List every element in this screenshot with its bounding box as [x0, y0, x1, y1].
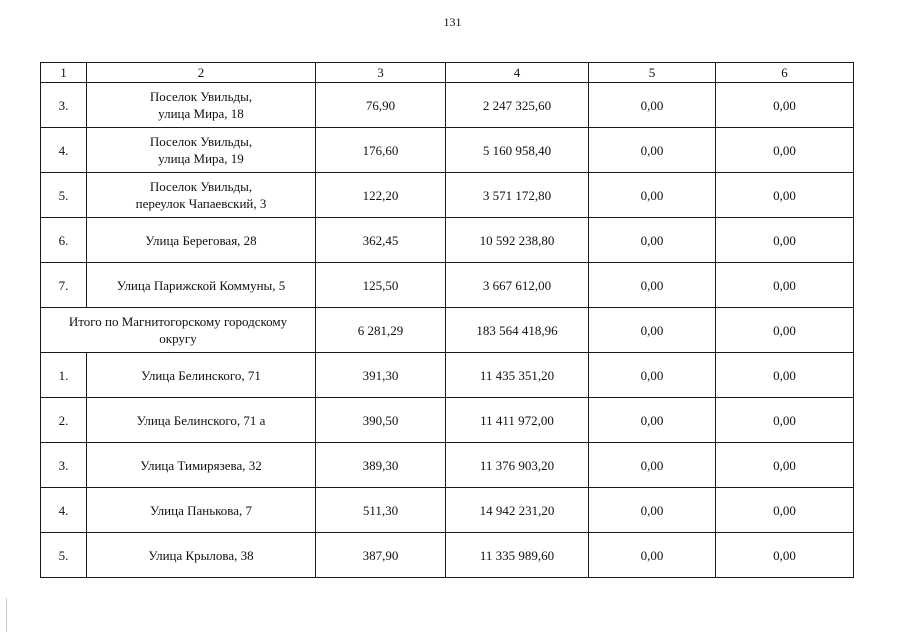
column-number-5: 5	[589, 63, 716, 83]
amount-cell: 2 247 325,60	[446, 83, 589, 128]
value-col6-cell: 0,00	[716, 308, 854, 353]
address-cell	[87, 488, 316, 533]
value-col5-cell: 0,00	[589, 128, 716, 173]
value-col5-cell: 0,00	[589, 218, 716, 263]
row-number-cell: 7.	[41, 263, 87, 308]
area-cell: 511,30	[316, 488, 446, 533]
address-cell	[87, 83, 316, 128]
table-row	[41, 263, 854, 308]
amount-cell: 14 942 231,20	[446, 488, 589, 533]
address-line: Поселок Увильды,	[149, 89, 253, 104]
table-total-row	[41, 308, 854, 353]
address-cell	[87, 218, 316, 263]
row-number-cell: 1.	[41, 353, 87, 398]
column-number-6: 6	[716, 63, 854, 83]
address-cell	[87, 353, 316, 398]
value-col5-cell: 0,00	[589, 83, 716, 128]
address-line: Улица Парижской Коммуны, 5	[116, 277, 286, 293]
value-col5-cell: 0,00	[589, 353, 716, 398]
amount-cell: 183 564 418,96	[446, 308, 589, 353]
amount-cell: 3 667 612,00	[446, 263, 589, 308]
value-col5-cell: 0,00	[589, 443, 716, 488]
area-cell: 387,90	[316, 533, 446, 578]
value-col6-cell: 0,00	[716, 353, 854, 398]
column-number-3: 3	[316, 63, 446, 83]
area-cell: 362,45	[316, 218, 446, 263]
table-row	[41, 83, 854, 128]
table-row	[41, 488, 854, 533]
margin-mark	[6, 598, 7, 632]
value-col5-cell: 0,00	[589, 173, 716, 218]
row-number-cell: 5.	[41, 173, 87, 218]
value-col6-cell: 0,00	[716, 83, 854, 128]
total-label-cell	[41, 308, 316, 353]
amount-cell: 10 592 238,80	[446, 218, 589, 263]
amount-cell: 5 160 958,40	[446, 128, 589, 173]
value-col5-cell: 0,00	[589, 308, 716, 353]
address-line: улица Мира, 19	[158, 151, 244, 166]
value-col5-cell: 0,00	[589, 488, 716, 533]
address-cell	[87, 173, 316, 218]
address-line: Улица Береговая, 28	[145, 232, 257, 248]
value-col6-cell: 0,00	[716, 128, 854, 173]
address-line: Улица Панькова, 7	[149, 502, 253, 518]
value-col6-cell: 0,00	[716, 443, 854, 488]
value-col5-cell: 0,00	[589, 263, 716, 308]
address-line: переулок Чапаевский, 3	[135, 196, 267, 211]
value-col5-cell: 0,00	[589, 398, 716, 443]
area-cell: 125,50	[316, 263, 446, 308]
area-cell: 390,50	[316, 398, 446, 443]
row-number-cell: 6.	[41, 218, 87, 263]
column-number-2: 2	[87, 63, 316, 83]
area-cell: 176,60	[316, 128, 446, 173]
amount-cell: 11 435 351,20	[446, 353, 589, 398]
amount-cell: 3 571 172,80	[446, 173, 589, 218]
address-cell	[87, 443, 316, 488]
value-col6-cell: 0,00	[716, 533, 854, 578]
value-col6-cell: 0,00	[716, 173, 854, 218]
value-col6-cell: 0,00	[716, 218, 854, 263]
value-col6-cell: 0,00	[716, 263, 854, 308]
address-line: Поселок Увильды,	[149, 134, 253, 149]
address-cell	[87, 128, 316, 173]
total-label-line: Итого по Магнитогорскому городскому	[68, 314, 288, 329]
table-header-row	[41, 63, 854, 83]
data-table	[40, 62, 854, 578]
address-cell	[87, 533, 316, 578]
address-line: Улица Белинского, 71 а	[136, 412, 266, 428]
value-col5-cell: 0,00	[589, 533, 716, 578]
table-body	[41, 63, 854, 578]
amount-cell: 11 335 989,60	[446, 533, 589, 578]
area-cell: 76,90	[316, 83, 446, 128]
area-cell: 391,30	[316, 353, 446, 398]
address-line: Улица Тимирязева, 32	[140, 457, 262, 473]
table-row	[41, 218, 854, 263]
row-number-cell: 4.	[41, 488, 87, 533]
table-row	[41, 443, 854, 488]
amount-cell: 11 376 903,20	[446, 443, 589, 488]
address-line: Улица Белинского, 71	[141, 367, 261, 383]
row-number-cell: 3.	[41, 443, 87, 488]
table-row	[41, 398, 854, 443]
address-line: Улица Крылова, 38	[148, 547, 254, 563]
row-number-cell: 3.	[41, 83, 87, 128]
address-cell	[87, 398, 316, 443]
value-col6-cell: 0,00	[716, 398, 854, 443]
row-number-cell: 4.	[41, 128, 87, 173]
table-row	[41, 128, 854, 173]
row-number-cell: 2.	[41, 398, 87, 443]
table-row	[41, 533, 854, 578]
area-cell: 122,20	[316, 173, 446, 218]
column-number-4: 4	[446, 63, 589, 83]
address-line: Поселок Увильды,	[149, 179, 253, 194]
amount-cell: 11 411 972,00	[446, 398, 589, 443]
total-label-line: округу	[159, 331, 197, 346]
column-number-1: 1	[41, 63, 87, 83]
table-row	[41, 353, 854, 398]
address-line: улица Мира, 18	[158, 106, 244, 121]
address-cell	[87, 263, 316, 308]
row-number-cell: 5.	[41, 533, 87, 578]
table-row	[41, 173, 854, 218]
value-col6-cell: 0,00	[716, 488, 854, 533]
area-cell: 6 281,29	[316, 308, 446, 353]
area-cell: 389,30	[316, 443, 446, 488]
page-number: 131	[443, 15, 462, 29]
